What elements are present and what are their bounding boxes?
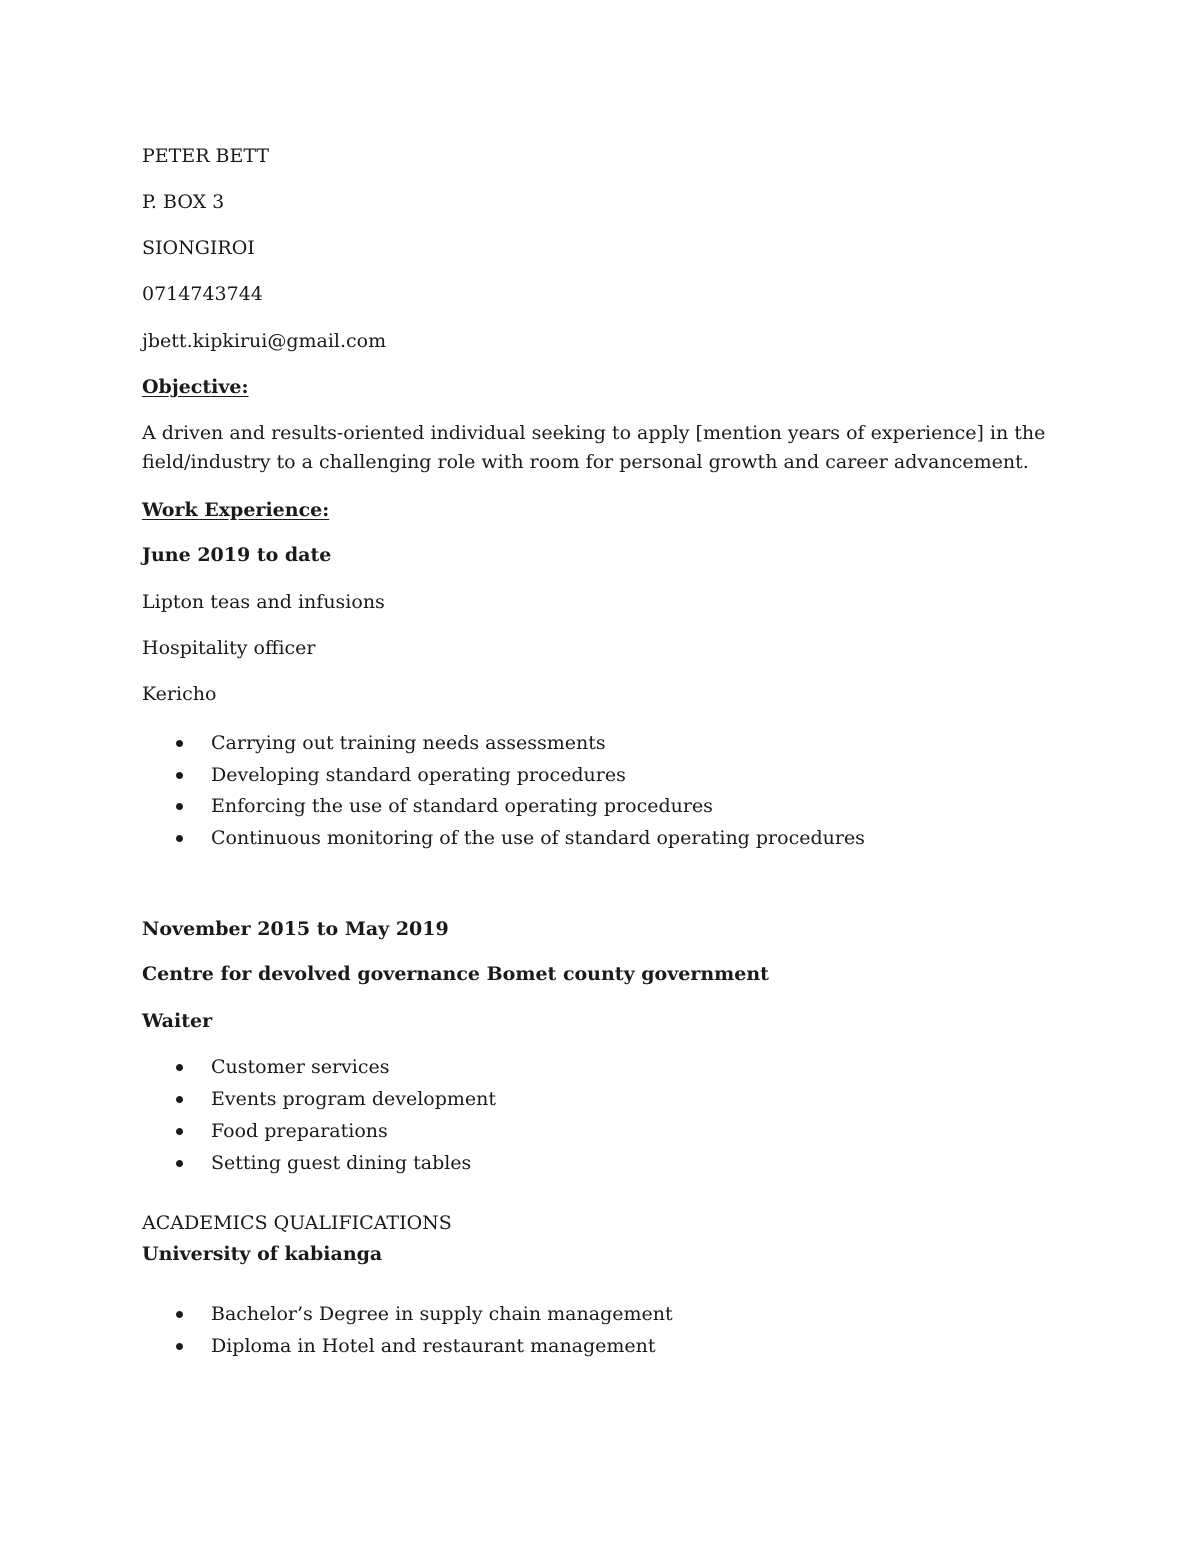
bullet-icon xyxy=(176,740,183,747)
list-item xyxy=(142,1334,673,1366)
academics-institution: University of kabianga xyxy=(142,1243,383,1265)
work-experience-heading: Work Experience: xyxy=(142,499,330,521)
duty-text: Food preparations xyxy=(211,1120,388,1142)
list-item xyxy=(142,794,865,826)
duty-text: Events program development xyxy=(211,1088,497,1110)
list-item xyxy=(142,826,865,858)
list-item xyxy=(142,731,865,763)
bullet-icon xyxy=(176,1128,183,1135)
list-item xyxy=(142,1055,496,1087)
job-employer: Centre for devolved governance Bomet county government xyxy=(142,963,769,985)
contact-address-line1: P. BOX 3 xyxy=(142,191,225,213)
qualification-text: Bachelor’s Degree in supply chain management xyxy=(211,1303,673,1325)
job-title: Hospitality officer xyxy=(142,637,316,659)
duty-text: Carrying out training needs assessments xyxy=(211,732,606,754)
contact-phone: 0714743744 xyxy=(142,283,263,305)
contact-name: PETER BETT xyxy=(142,145,270,167)
contact-address-line2: SIONGIROI xyxy=(142,237,255,259)
bullet-icon xyxy=(176,1311,183,1318)
bullet-icon xyxy=(176,1160,183,1167)
job-duties-list xyxy=(142,1055,496,1183)
bullet-icon xyxy=(176,803,183,810)
job-employer: Lipton teas and infusions xyxy=(142,591,385,613)
bullet-icon xyxy=(176,1064,183,1071)
duty-text: Enforcing the use of standard operating procedures xyxy=(211,795,713,817)
objective-text: A driven and results-oriented individual seeking to apply [mention years of experience] in the field/industry to a challenging role with room for personal growth and career advancement. xyxy=(142,422,1046,473)
job-duties-list xyxy=(142,731,865,857)
academics-heading: ACADEMICS QUALIFICATIONS xyxy=(142,1212,452,1234)
list-item xyxy=(142,1151,496,1183)
duty-text: Setting guest dining tables xyxy=(211,1152,472,1174)
duty-text: Developing standard operating procedures xyxy=(211,763,626,786)
job-title: Waiter xyxy=(142,1010,213,1032)
job-period: June 2019 to date xyxy=(142,544,332,566)
bullet-icon xyxy=(176,772,183,779)
qualification-text: Diploma in Hotel and restaurant management xyxy=(211,1335,656,1357)
contact-email: jbett.kipkirui@gmail.com xyxy=(142,330,387,352)
job-period: November 2015 to May 2019 xyxy=(142,918,449,940)
list-item xyxy=(142,1087,496,1119)
duty-text: Continuous monitoring of the use of standard operating procedures xyxy=(211,826,865,849)
objective-heading: Objective: xyxy=(142,376,249,398)
list-item xyxy=(142,763,865,795)
job-location: Kericho xyxy=(142,683,217,705)
bullet-icon xyxy=(176,835,183,842)
duty-text: Customer services xyxy=(211,1056,390,1078)
list-item xyxy=(142,1119,496,1151)
bullet-icon xyxy=(176,1096,183,1103)
bullet-icon xyxy=(176,1343,183,1350)
academics-list xyxy=(142,1302,673,1366)
list-item xyxy=(142,1302,673,1334)
